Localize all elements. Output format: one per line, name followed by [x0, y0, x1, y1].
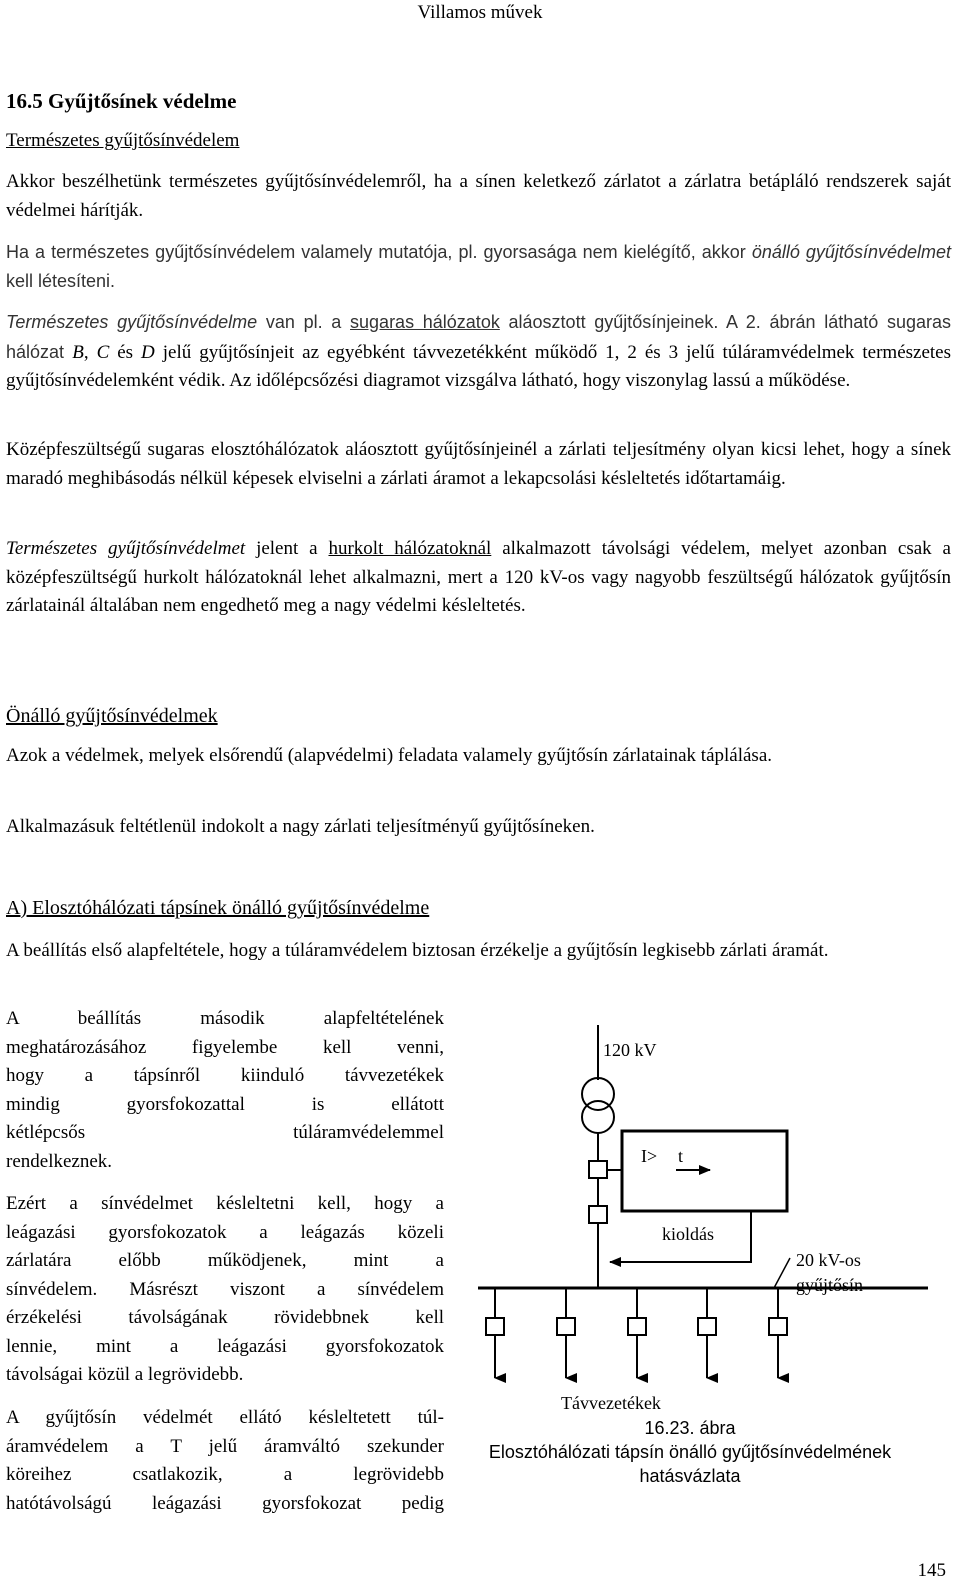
independent-protection-heading: Önálló gyűjtősínvédelmek — [6, 705, 218, 727]
figure-caption-line-2: hatásvázlata — [639, 1466, 741, 1486]
main-breaker — [589, 1206, 607, 1223]
section-title: 16.5 Gyűjtősínek védelme — [6, 89, 237, 113]
paragraph-delay-reason: Ezért a sínvédelmet késleltetni kell, hogy a leágazási gyorsfokozatok a leágazás közeli zárlatára előbb működjenek, mint a sínvédelem. Másrészt viszont a sínvédelem érzékelési távolságának rövidebbnek kell lennie, mint a leágazási gyorsfokozatok távolságai közül a legrövidebb. — [6, 1193, 444, 1385]
label-relay-symbol: I> — [641, 1146, 658, 1166]
figure-number: 16.23. ábra — [644, 1418, 736, 1438]
page-number: 145 — [917, 1560, 946, 1581]
paragraph-independent-usage: Alkalmazásuk feltétlenül indokolt a nagy zárlati teljesítményű gyűjtősíneken. — [6, 816, 595, 837]
transformer-secondary-winding — [582, 1101, 614, 1133]
label-trip: kioldás — [662, 1224, 714, 1244]
label-120kv: 120 kV — [603, 1040, 657, 1060]
feeder-breaker-2 — [557, 1318, 575, 1335]
paragraph-independent-need: Ha a természetes gyűjtősínvédelem valamely mutatója, pl. gyorsasága nem kielégítő, akkor önálló gyűjtősínvédelmet kell létesíteni. — [6, 242, 951, 291]
label-busbar-name: gyűjtősín — [796, 1275, 864, 1295]
busbar-label-leader — [774, 1258, 790, 1288]
paragraph-current-transformer: A gyűjtősín védelmét ellátó késleltetett túl- áramvédelem a T jelű áramváltó szekunder köreihez csatlakozik, a legrövidebb hatótávolságú leágazási gyorsfokozat pedig — [6, 1407, 444, 1514]
feeder-breaker-5 — [769, 1318, 787, 1335]
feeder-breaker-1 — [486, 1318, 504, 1335]
natural-protection-heading: Természetes gyűjtősínvédelem — [6, 130, 240, 151]
feeder-breaker-3 — [628, 1318, 646, 1335]
label-busbar-voltage: 20 kV-os — [796, 1250, 861, 1270]
paragraph-meshed-networks: Természetes gyűjtősínvédelmet jelent a hurkolt hálózatoknál alkalmazott távolsági védelem, melyet azonban csak a középfeszültségű hurkolt hálózatoknál lehet alkalmazni, mert a 120 kV-os vagy nagyobb feszültségű hálózatok gyűjtősín zárlatainál általában nem engedhető meg a nagy védelmi késleltetés. — [6, 538, 951, 616]
label-relay-time: t — [678, 1146, 684, 1166]
current-transformer-t — [589, 1161, 607, 1178]
paragraph-second-condition: A beállítás második alapfeltételének meghatározásához figyelembe kell venni, hogy a tápsínről kiinduló távvezetékek mindig gyorsfokozattal is ellátott kétlépcsős túláramvédelemmel rendelkeznek. — [6, 1008, 444, 1172]
paragraph-medium-voltage: Középfeszültségű sugaras elosztóhálózatok aláosztott gyűjtősínjeinél a zárlati teljesítmény olyan kicsi lehet, hogy a sínek maradó meghibásodás nélkül képesek elviselni a zárlati áramot a lekapcsolási késleltetés időtartamáig. — [6, 439, 951, 489]
paragraph-independent-definition: Azok a védelmek, melyek elsőrendű (alapvédelmi) feladata valamely gyűjtősín zárlatainak táplálása. — [6, 745, 773, 766]
subsection-a-heading: A) Elosztóhálózati tápsínek önálló gyűjtősínvédelme — [6, 897, 430, 919]
figure-caption — [450, 1416, 930, 1488]
feeder-breaker-4 — [698, 1318, 716, 1335]
paragraph-definition: Akkor beszélhetünk természetes gyűjtősínvédelemről, ha a sínen keletkező zárlatot a zárlatra betápláló rendszerek saját védelmei hárítják. — [6, 171, 951, 221]
page-header: Villamos művek — [417, 2, 543, 23]
paragraph-radial-networks: Természetes gyűjtősínvédelme van pl. a sugaras hálózatok aláosztott gyűjtősínjeinek. A 2. ábrán látható sugaras hálózat B, C és D jelű gyűjtősínjeit az egyébként távvezetékként működő 1, 2 és 3 jelű túláramvédelmek természetes gyűjtősínvédelemként védik. Az időlépcsőzési diagramot vizsgálva látható, hogy viszonylag lassú a működése. — [6, 312, 952, 391]
label-transmission-lines: Távvezetékek — [561, 1393, 661, 1413]
figure-caption-line-1: Elosztóhálózati tápsín önálló gyűjtősínvédelmének — [488, 1442, 892, 1462]
paragraph-first-condition: A beállítás első alapfeltétele, hogy a túláramvédelem biztosan érzékelje a gyűjtősín legkisebb zárlati áramát. — [6, 940, 829, 961]
